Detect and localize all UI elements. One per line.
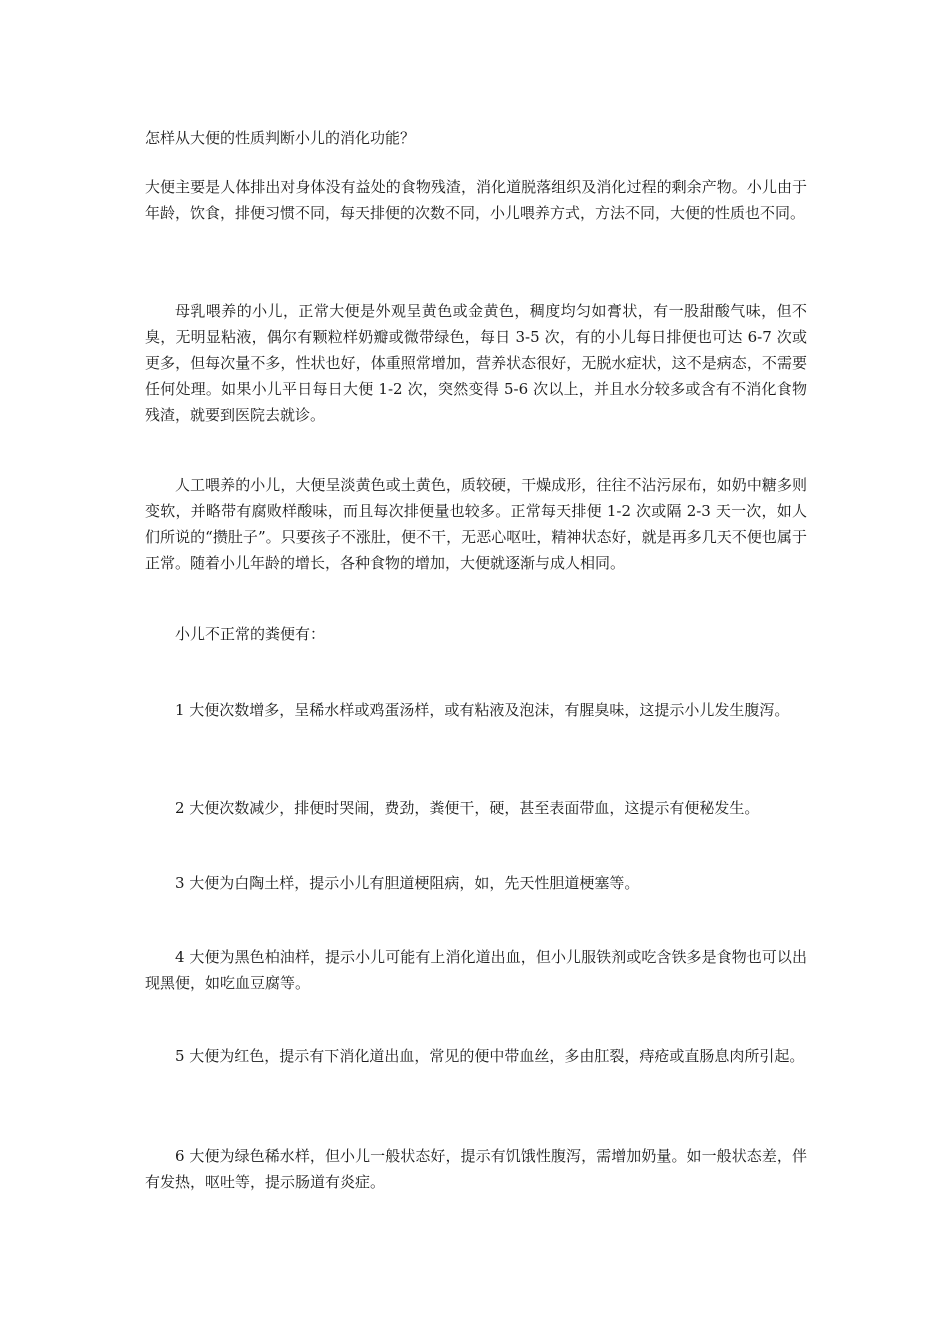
abnormal-stool-heading: 小儿不正常的粪便有： xyxy=(175,625,326,643)
abnormal-item-1: 1 大便次数增多，呈稀水样或鸡蛋汤样，或有粘液及泡沫，有腥臭味，这提示小儿发生腹泻。 xyxy=(175,701,790,719)
abnormal-item-2: 2 大便次数减少，排便时哭闹，费劲，粪便干，硬，甚至表面带血，这提示有便秘发生。 xyxy=(175,799,760,817)
abnormal-item-4: 4 大便为黑色柏油样，提示小儿可能有上消化道出血，但小儿服铁剂或吃含铁多是食物也可以出现黑便，如吃血豆腐等。 xyxy=(145,948,807,992)
breastfed-paragraph: 母乳喂养的小儿，正常大便是外观呈黄色或金黄色，稠度均匀如膏状，有一股甜酸气味，但不臭，无明显粘液，偶尔有颗粒样奶瓣或微带绿色，每日 3-5 次，有的小儿每日排便也可达 6-7 次或更多，但每次量不多，性状也好，体重照常增加，营养状态很好，无脱水症状，这不是病态，不需要任何处理。如果小儿平日每日大便 1-2 次，突然变得 5-6 次以上，并且水分较多或含有不消化食物残渣，就要到医院去就诊。 xyxy=(145,302,807,424)
document-title: 怎样从大便的性质判断小儿的消化功能？ xyxy=(145,129,416,147)
intro-paragraph: 大便主要是人体排出对身体没有益处的食物残渣，消化道脱落组织及消化过程的剩余产物。小儿由于年龄，饮食，排便习惯不同，每天排便的次数不同，小儿喂养方式，方法不同，大便的性质也不同。 xyxy=(145,178,807,222)
abnormal-item-5: 5 大便为红色，提示有下消化道出血，常见的便中带血丝，多由肛裂，痔疮或直肠息肉所引起。 xyxy=(175,1047,805,1065)
abnormal-item-3: 3 大便为白陶土样，提示小儿有胆道梗阻病，如，先天性胆道梗塞等。 xyxy=(175,874,640,892)
formulafed-paragraph: 人工喂养的小儿，大便呈淡黄色或土黄色，质较硬，干燥成形，往往不沾污尿布，如奶中糖多则变软，并略带有腐败样酸味，而且每次排便量也较多。正常每天排便 1-2 次或隔 2-3 天一次，如人们所说的“攒肚子”。只要孩子不涨肚，便不干，无恶心呕吐，精神状态好，就是再多几天不便也属于正常。随着小儿年龄的增长，各种食物的增加，大便就逐渐与成人相同。 xyxy=(145,476,807,572)
abnormal-item-6: 6 大便为绿色稀水样，但小儿一般状态好，提示有饥饿性腹泻，需增加奶量。如一般状态差，伴有发热，呕吐等，提示肠道有炎症。 xyxy=(145,1147,807,1191)
